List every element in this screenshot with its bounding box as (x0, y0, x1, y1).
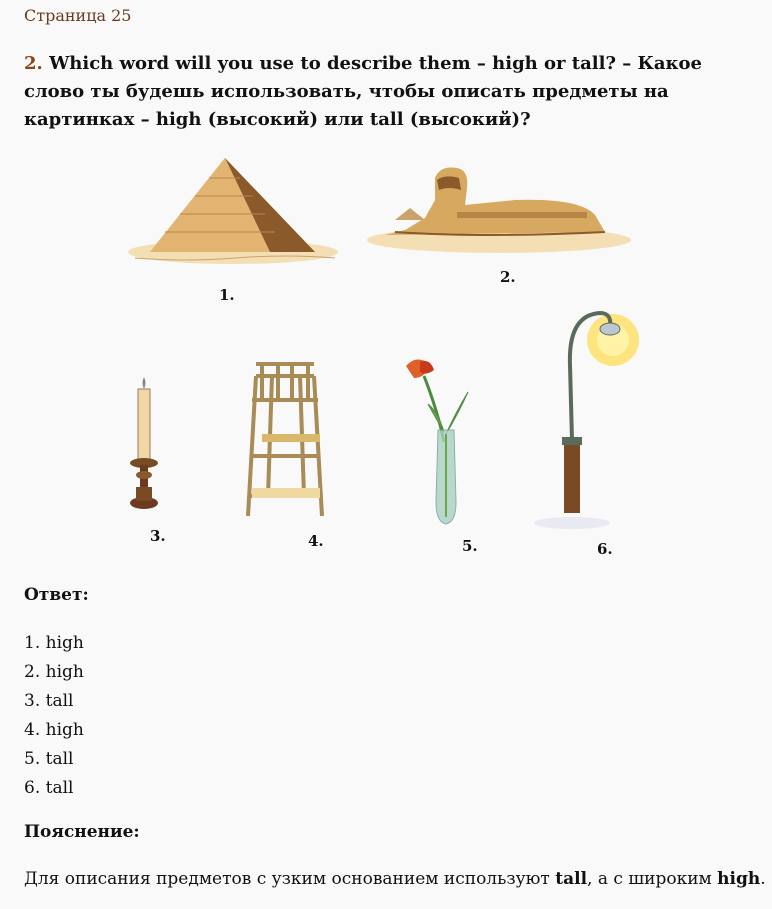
street-lamp-icon (530, 305, 648, 535)
high-chair-icon (242, 356, 330, 526)
caption-6: 6. (597, 540, 613, 558)
sphinx-icon (365, 160, 633, 255)
explanation-bold-tall: tall (555, 869, 588, 889)
pyramid-icon (125, 152, 340, 270)
answer-item: 5. tall (24, 749, 74, 769)
explanation-part: , а с широким (587, 869, 718, 889)
answer-item: 3. tall (24, 691, 74, 711)
task-statement (24, 50, 752, 134)
answer-item: 2. high (24, 662, 84, 682)
explanation-bold-high: high (717, 869, 761, 889)
answer-item: 6. tall (24, 778, 74, 798)
answer-item: 4. high (24, 720, 84, 740)
caption-5: 5. (462, 537, 478, 555)
candle-icon (122, 375, 167, 515)
page-label: Страница 25 (24, 6, 132, 25)
caption-1: 1. (219, 286, 235, 304)
answer-title: Ответ: (24, 585, 89, 605)
answer-item: 1. high (24, 633, 84, 653)
explanation-title: Пояснение: (24, 822, 140, 842)
explanation-text (24, 869, 766, 889)
caption-3: 3. (150, 527, 166, 545)
tulip-vase-icon (398, 352, 473, 530)
explanation-part: Для описания предметов с узким основанием используют (24, 869, 556, 889)
explanation-part: . (760, 869, 766, 889)
task-number: 2. (24, 53, 43, 74)
answer-list (24, 629, 84, 803)
task-text: Which word will you use to describe them – high or tall? – Какое слово ты будешь использовать, чтобы описать предметы на картинках – high (высокий) или tall (высокий)? (24, 53, 703, 130)
caption-2: 2. (500, 268, 516, 286)
caption-4: 4. (308, 532, 324, 550)
